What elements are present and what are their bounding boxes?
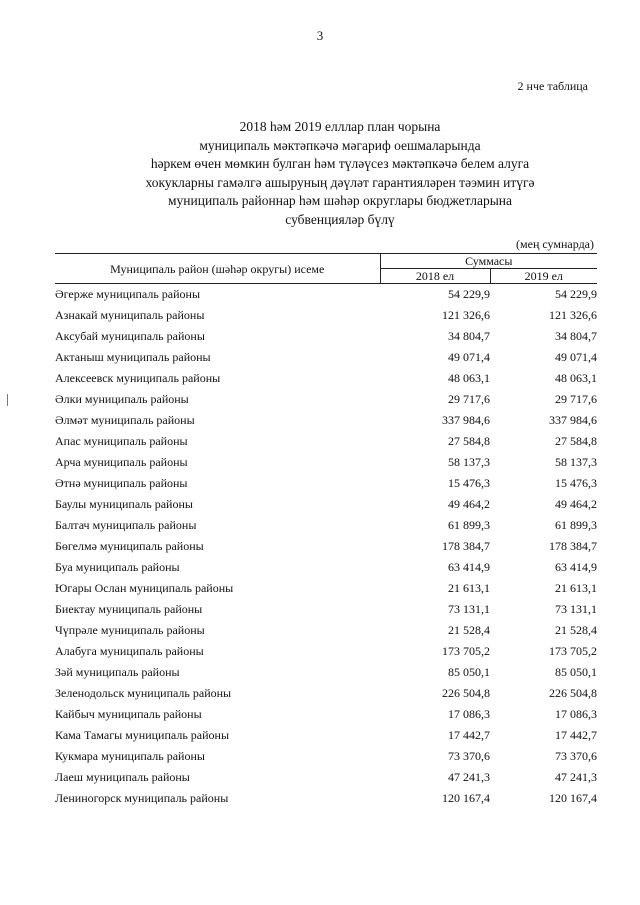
table-row (55, 326, 597, 347)
value-2018: 73 131,1 (448, 602, 490, 616)
district-name: Баулы муниципаль районы (55, 497, 193, 511)
table-row (55, 725, 597, 746)
district-name: Кама Тамагы муниципаль районы (55, 728, 230, 742)
value-2019: 73 131,1 (555, 602, 597, 616)
value-2018: 173 705,2 (442, 644, 490, 658)
value-2019: 29 717,6 (555, 392, 597, 406)
value-2019: 73 370,6 (555, 749, 597, 763)
table-body (55, 284, 597, 810)
district-name: Чүпрәле муниципаль районы (55, 623, 205, 637)
subvention-table (55, 253, 597, 809)
table-row (55, 683, 597, 704)
value-2019: 48 063,1 (555, 371, 597, 385)
district-name: Лаеш муниципаль районы (55, 770, 190, 784)
table-row (55, 557, 597, 578)
title-line: һәркем өчен мөмкин булган һәм түләүсез мәктәпкәчә белем алуга (150, 156, 530, 171)
district-name: Буа муниципаль районы (55, 560, 180, 574)
value-2018: 337 984,6 (442, 413, 490, 427)
value-2019: 47 241,3 (555, 770, 597, 784)
district-name: Биектау муниципаль районы (55, 602, 203, 616)
value-2018: 121 326,6 (442, 308, 490, 322)
district-name: Балтач муниципаль районы (55, 518, 197, 532)
document-title (90, 118, 590, 229)
value-2018: 47 241,3 (448, 770, 490, 784)
table-row (55, 662, 597, 683)
table-row (55, 620, 597, 641)
page-number: 3 (316, 28, 324, 43)
value-2018: 63 414,9 (448, 560, 490, 574)
district-name: Кукмара муниципаль районы (55, 749, 205, 763)
district-name: Зәй муниципаль районы (55, 665, 180, 679)
table-row (55, 389, 597, 410)
value-2018: 178 384,7 (442, 539, 490, 553)
value-2018: 120 167,4 (442, 791, 490, 805)
table-row (55, 368, 597, 389)
scan-mark (7, 394, 8, 406)
table-row (55, 641, 597, 662)
value-2018: 17 442,7 (448, 728, 490, 742)
table-row (55, 515, 597, 536)
value-2019: 58 137,3 (555, 455, 597, 469)
table-row (55, 410, 597, 431)
value-2019: 121 326,6 (549, 308, 597, 322)
district-name: Әгерже муниципаль районы (55, 287, 201, 301)
column-header-2019: 2019 ел (490, 269, 597, 284)
value-2019: 337 984,6 (549, 413, 597, 427)
table-row (55, 431, 597, 452)
district-name: Азнакай муниципаль районы (55, 308, 205, 322)
table-row (55, 599, 597, 620)
table-row (55, 494, 597, 515)
column-header-2018: 2018 ел (380, 269, 490, 284)
district-name: Алабуга муниципаль районы (55, 644, 204, 658)
units-note: (мең сумнарда) (516, 237, 594, 251)
table-row (55, 704, 597, 725)
district-name: Аксубай муниципаль районы (55, 329, 205, 343)
value-2019: 85 050,1 (555, 665, 597, 679)
district-name: Югары Ослан муниципаль районы (55, 581, 234, 595)
title-line: хокукларны гамәлгә ашыруның дәүләт гарантияләрен тәэмин итүгә (145, 174, 535, 190)
table-row (55, 305, 597, 326)
value-2018: 54 229,9 (448, 287, 490, 301)
value-2018: 27 584,8 (448, 434, 490, 448)
value-2019: 17 442,7 (555, 728, 597, 742)
value-2019: 49 071,4 (555, 350, 597, 364)
table-row (55, 452, 597, 473)
value-2019: 226 504,8 (549, 686, 597, 700)
table-number: 2 нче таблица (517, 79, 588, 93)
value-2019: 178 384,7 (549, 539, 597, 553)
value-2018: 49 464,2 (448, 497, 490, 511)
value-2019: 61 899,3 (555, 518, 597, 532)
value-2019: 21 613,1 (555, 581, 597, 595)
district-name: Зеленодольск муниципаль районы (55, 686, 232, 700)
value-2019: 54 229,9 (555, 287, 597, 301)
title-line: муниципаль районнар һәм шәһәр округлары бюджетларына (167, 193, 512, 208)
title-line: субвенцияләр бүлү (285, 211, 395, 227)
value-2018: 15 476,3 (448, 476, 490, 490)
table-row (55, 284, 597, 306)
value-2018: 85 050,1 (448, 665, 490, 679)
table-row (55, 473, 597, 494)
title-line: 2018 һәм 2019 елллар план чорына (239, 119, 441, 134)
value-2018: 29 717,6 (448, 392, 490, 406)
value-2018: 21 613,1 (448, 581, 490, 595)
column-header-name: Муниципаль район (шәһәр округы) исеме (55, 254, 380, 284)
value-2018: 49 071,4 (448, 350, 490, 364)
district-name: Апас муниципаль районы (55, 434, 188, 448)
value-2018: 61 899,3 (448, 518, 490, 532)
district-name: Әлмәт муниципаль районы (55, 413, 195, 427)
value-2019: 17 086,3 (555, 707, 597, 721)
district-name: Арча муниципаль районы (55, 455, 188, 469)
table-row (55, 578, 597, 599)
value-2018: 17 086,3 (448, 707, 490, 721)
value-2019: 27 584,8 (555, 434, 597, 448)
value-2018: 34 804,7 (448, 329, 490, 343)
title-line: муниципаль мәктәпкәчә мәгариф оешмаларында (199, 137, 481, 153)
value-2018: 21 528,4 (448, 623, 490, 637)
value-2018: 48 063,1 (448, 371, 490, 385)
table-row (55, 536, 597, 557)
column-header-sum: Суммасы (380, 254, 597, 269)
value-2019: 15 476,3 (555, 476, 597, 490)
district-name: Бөгелмә муниципаль районы (55, 539, 204, 553)
value-2019: 173 705,2 (549, 644, 597, 658)
value-2019: 63 414,9 (555, 560, 597, 574)
value-2019: 34 804,7 (555, 329, 597, 343)
value-2018: 73 370,6 (448, 749, 490, 763)
district-name: Алексеевск муниципаль районы (55, 371, 221, 385)
table-row (55, 746, 597, 767)
district-name: Әлки муниципаль районы (55, 392, 189, 406)
table-row (55, 767, 597, 788)
value-2018: 226 504,8 (442, 686, 490, 700)
table-row (55, 788, 597, 809)
district-name: Актаныш муниципаль районы (55, 350, 211, 364)
value-2019: 21 528,4 (555, 623, 597, 637)
table-row (55, 347, 597, 368)
district-name: Әтнә муниципаль районы (55, 476, 188, 490)
value-2019: 120 167,4 (549, 791, 597, 805)
district-name: Лениногорск муниципаль районы (55, 791, 229, 805)
value-2018: 58 137,3 (448, 455, 490, 469)
value-2019: 49 464,2 (555, 497, 597, 511)
district-name: Кайбыч муниципаль районы (55, 707, 202, 721)
